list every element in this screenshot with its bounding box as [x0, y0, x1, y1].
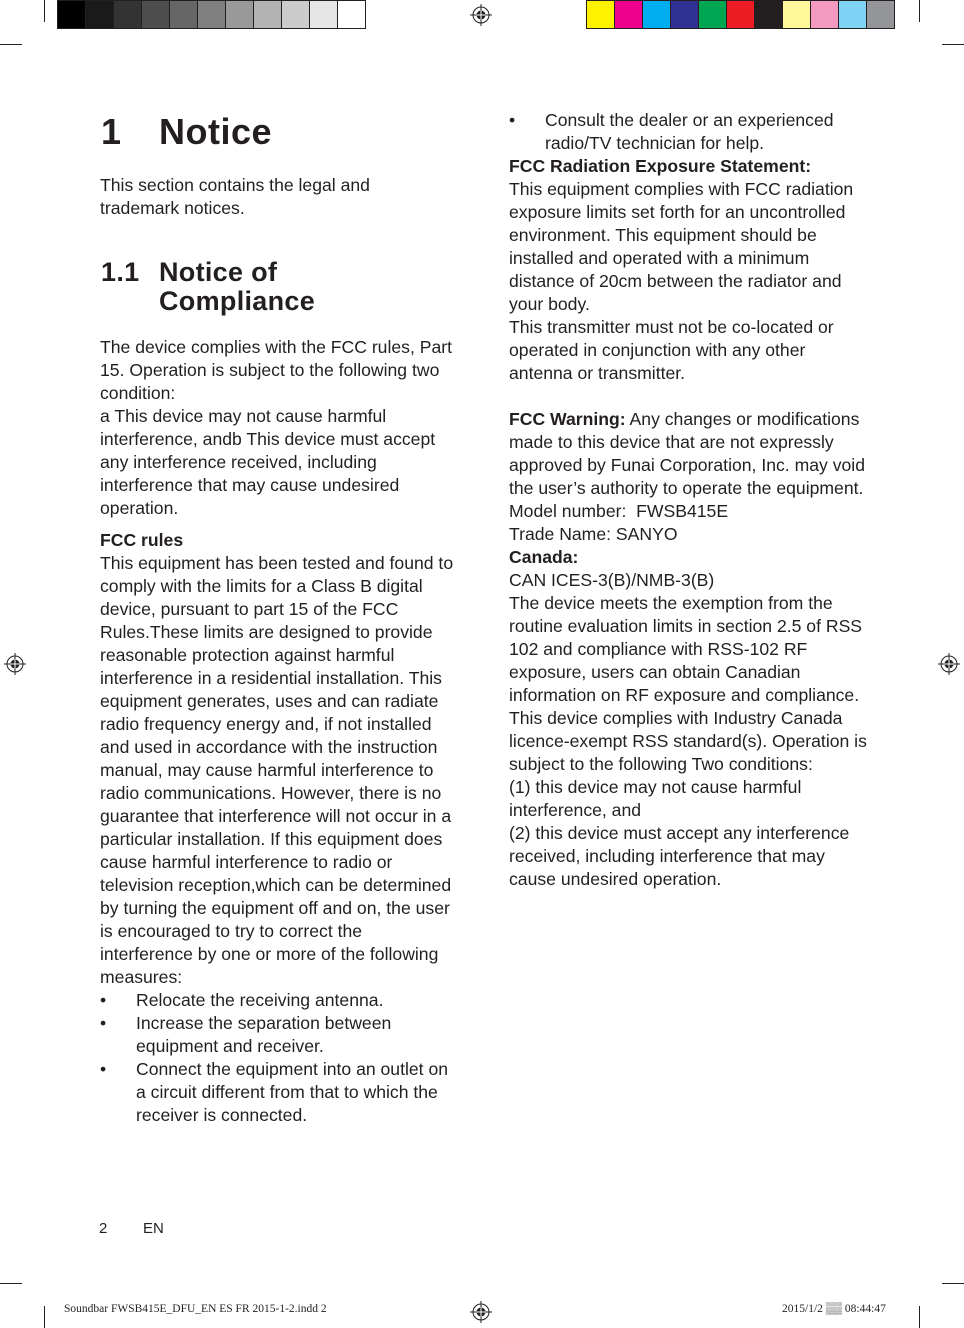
color-swatch	[57, 0, 86, 29]
fcc-rules-paragraph: This equipment has been tested and found to comply with the limits for a Class B digital device, pursuant to part 15 of the FCC Rules.These limits are designed to provide reasonable protection against harmful interference in a residential installation. This equipment generates, uses and can radiate radio frequency energy and, if not installed and used in accordance with the instruction manual, may cause harmful interference to radio communications. However, there is no guarantee that interference will not occur in a particular installation. If this equipment does cause harmful interference to radio or television reception,which can be determined by turning the equipment off and on, the user is encouraged to try to correct the interference by one or more of the following measures:	[100, 553, 454, 987]
color-swatch	[309, 0, 338, 29]
color-swatch	[169, 0, 198, 29]
color-swatch	[337, 0, 366, 29]
color-swatch	[754, 0, 783, 29]
chapter-title: Notice	[159, 111, 273, 152]
gray-swatch-bar	[57, 0, 365, 31]
registration-mark-icon	[470, 1301, 492, 1323]
compliance-paragraph: The device complies with the FCC rules, Part 15. Operation is subject to the following two condition:	[100, 337, 453, 403]
section-title-line2: Compliance	[159, 286, 316, 316]
registration-mark-icon	[470, 4, 492, 26]
crop-mark	[919, 1306, 920, 1328]
color-swatch	[642, 0, 671, 29]
slug-filename: Soundbar FWSB415E_DFU_EN ES FR 2015-1-2.indd 2	[64, 1303, 327, 1315]
language-code: EN	[143, 1220, 164, 1237]
canada-code: CAN ICES-3(B)/NMB-3(B)	[509, 570, 715, 590]
registration-mark-icon	[4, 653, 26, 675]
canada-title: Canada:	[509, 547, 579, 567]
color-swatch	[670, 0, 699, 29]
colocation-paragraph: This transmitter must not be co-located or operated in conjunction with any other antenna or transmitter.	[509, 317, 834, 383]
color-swatch	[586, 0, 615, 29]
color-swatch	[197, 0, 226, 29]
color-swatch	[225, 0, 254, 29]
crop-mark	[44, 1306, 45, 1328]
bullet-icon: •	[100, 990, 107, 1010]
left-column	[100, 336, 456, 1127]
bullet-icon: •	[100, 1013, 107, 1033]
color-swatch	[810, 0, 839, 29]
color-swatch	[281, 0, 310, 29]
color-swatch-bar	[586, 0, 894, 31]
crop-mark	[942, 1283, 964, 1284]
section-title	[101, 258, 315, 316]
color-swatch	[866, 0, 895, 29]
page-number: 2	[99, 1220, 108, 1237]
crop-mark	[0, 44, 22, 45]
list-item: • Increase the separation between equipment and receiver.	[100, 1013, 392, 1056]
bullet-icon: •	[100, 1059, 107, 1079]
right-column	[509, 109, 871, 891]
conditions-paragraph: a This device may not cause harmful interference, andb This device must accept any interference received, including interference that may cause undesired operation.	[100, 406, 436, 518]
color-swatch	[838, 0, 867, 29]
canada-condition-2: (2) this device must accept any interference received, including interference that may cause undesired operation.	[509, 823, 850, 889]
section-title-line1: Notice of	[159, 257, 278, 287]
fcc-rules-title: FCC rules	[100, 530, 184, 550]
color-swatch	[614, 0, 643, 29]
bullet-icon: •	[509, 110, 516, 130]
canada-condition-1: (1) this device may not cause harmful interference, and	[509, 777, 802, 820]
intro-paragraph: This section contains the legal and trademark notices.	[100, 175, 370, 218]
color-swatch	[85, 0, 114, 29]
page-title	[101, 110, 272, 154]
trade-name: Trade Name: SANYO	[509, 524, 678, 544]
radiation-paragraph: This equipment complies with FCC radiation exposure limits set forth for an uncontrolled environment. This equipment should be installed and operated with a minimum distance of 20cm between the radiator and your body.	[509, 179, 854, 314]
color-swatch	[782, 0, 811, 29]
color-swatch	[141, 0, 170, 29]
registration-mark-icon	[938, 653, 960, 675]
crop-mark	[919, 0, 920, 22]
list-item: • Consult the dealer or an experienced radio/TV technician for help.	[509, 110, 834, 153]
list-item: • Relocate the receiving antenna.	[100, 990, 384, 1010]
warning-paragraph: FCC Warning: Any changes or modifications made to this device that are not expressly approved by Funai Corporation, Inc. may void the user’s authority to operate the equipment.	[509, 409, 865, 498]
crop-mark	[44, 0, 45, 22]
slug-timestamp: 2015/1/2 ▒▒ 08:44:47	[782, 1303, 886, 1315]
crop-mark	[0, 1283, 22, 1284]
radiation-title: FCC Radiation Exposure Statement:	[509, 156, 812, 176]
model-number: Model number: FWSB415E	[509, 501, 729, 521]
color-swatch	[113, 0, 142, 29]
canada-ic-paragraph: This device complies with Industry Canada licence-exempt RSS standard(s). Operation is subject to the following Two conditions:	[509, 708, 867, 774]
crop-mark	[942, 44, 964, 45]
color-swatch	[726, 0, 755, 29]
color-swatch	[698, 0, 727, 29]
canada-rss-paragraph: The device meets the exemption from the routine evaluation limits in section 2.5 of RSS 102 and compliance with RSS-102 RF exposure, users can obtain Canadian information on RF exposure and compliance.	[509, 593, 863, 705]
section-number: 1.1	[101, 257, 140, 287]
chapter-number: 1	[101, 111, 122, 152]
color-swatch	[253, 0, 282, 29]
list-item: • Connect the equipment into an outlet on a circuit different from that to which the receiver is connected.	[100, 1059, 449, 1125]
